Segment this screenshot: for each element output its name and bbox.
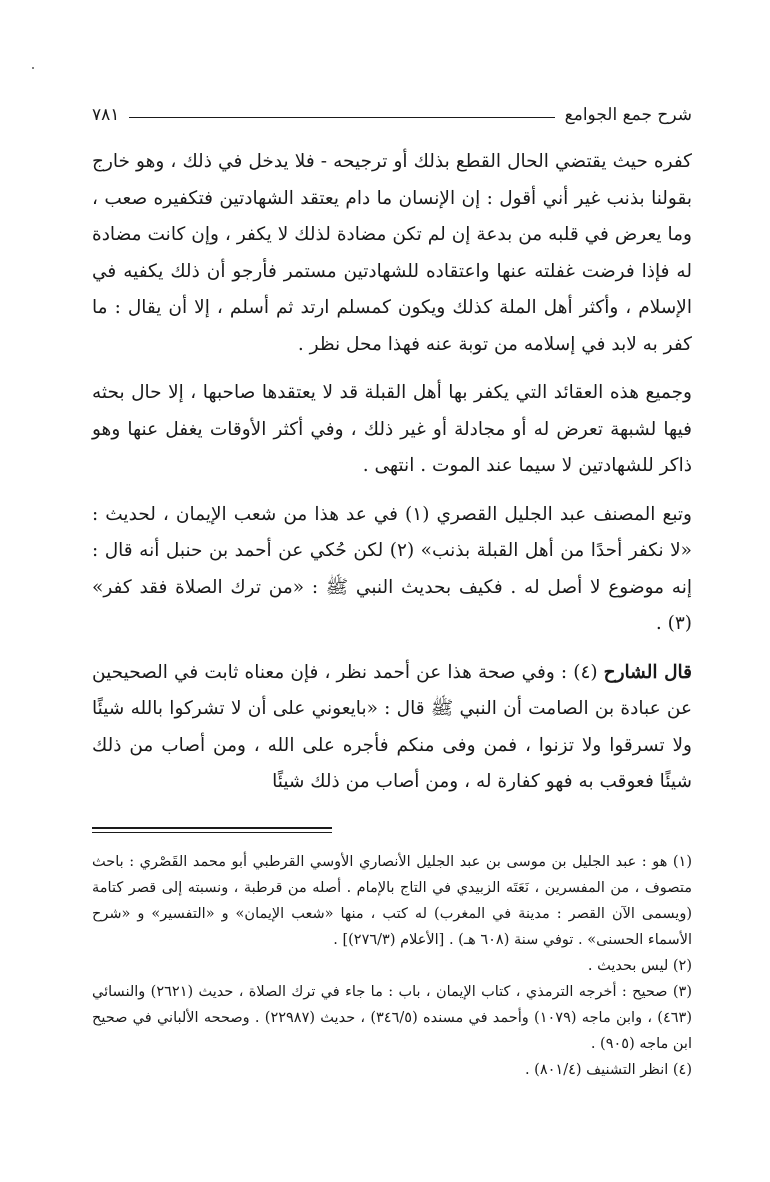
sharih-lead: قال الشارح [603,661,693,683]
sharih-footnote-marker: (٤) [573,661,598,683]
page-number: ٧٨١ [92,105,120,125]
footnote-separator [92,827,332,833]
footnote-2: (٢) ليس بحديث . [587,957,692,974]
footnote-1: (١) هو : عبد الجليل بن موسى بن عبد الجليل الأنصاري الأوسي القرطبي أبو محمد القَصْري : باحث متصوف ، من المفسرين ، نَعَتَه الزبيدي في التاج بالإمام . أصله من قرطبة ، ونسبته إلى قصر كتامة (ويسمى الآن القصر : مدينة في المغرب) له كتب ، منها «شعب الإيمان» و «التفسير» و «شرح الأسماء الحسنى» . توفي سنة (٦٠٨ هـ) . [الأعلام (٢٧٦/٣)] . [92,853,692,948]
footnote-3: (٣) صحيح : أخرجه الترمذي ، كتاب الإيمان ، باب : ما جاء في ترك الصلاة ، حديث (٢٦٢١) والنسائي (٤٦٣) ، وابن ماجه (١٠٧٩) وأحمد في مسنده (٣٤٦/٥) ، حديث (٢٢٩٨٧) . وصححه الألباني في صحيح ابن ماجه (٩٠٥) . [92,983,692,1052]
footnote-4: (٤) انظر التشنيف (٨٠١/٤) . [524,1061,692,1078]
main-text [92,144,692,801]
book-page [92,100,692,1083]
header-rule [129,117,554,118]
paragraph-3: وتبع المصنف عبد الجليل القصري (١) في عد هذا من شعب الإيمان ، لحديث : «لا نكفر أحدًا من أهل القبلة بذنب» (٢) لكن حُكي عن أحمد بن حنبل أنه قال : إنه موضوع لا أصل له . فكيف بحديث النبي ﷺ : «من ترك الصلاة فقد كفر» (٣) . [92,503,692,634]
paragraph-2: وجميع هذه العقائد التي يكفر بها أهل القبلة قد لا يعتقدها صاحبها ، إلا حال بحثه فيها لشبهة تعرض له أو مجادلة أو غير ذلك ، وفي أكثر الأوقات يغفل عنها وهو ذاكر للشهادتين لا سيما عند الموت . انتهى . [92,382,692,476]
scan-speck [32,67,34,69]
running-title: شرح جمع الجوامع [564,105,692,125]
paragraph-sharih [92,655,692,801]
footnotes [92,849,692,1083]
running-header [92,100,692,130]
paragraph-1: كفره حيث يقتضي الحال القطع بذلك أو ترجيحه - فلا يدخل في ذلك ، وهو خارج بقولنا بذنب غير أني أقول : إن الإنسان ما دام يعتقد الشهادتين فتكفيره صعب ، وما يعرض في قلبه من بدعة إن لم تكن مضادة لذلك لا يكفر ، وإن كانت مضادة له فإذا فرضت غفلته عنها واعتقاده للشهادتين مستمر فأرجو أن ذلك يكفيه في الإسلام ، وأكثر أهل الملة كذلك ويكون كمسلم ارتد ثم أسلم ، إلا أن يقال : ما كفر به لابد في إسلامه من توبة عنه فهذا محل نظر . [92,151,692,355]
sharih-text: : وفي صحة هذا عن أحمد نظر ، فإن معناه ثابت في الصحيحين عن عبادة بن الصامت أن النبي ﷺ قال : «بايعوني على أن لا تشركوا بالله شيئًا ولا تسرقوا ولا تزنوا ، فمن وفى منكم فأجره على الله ، ومن أصاب من ذلك شيئًا فعوقب به فهو كفارة له ، ومن أصاب من ذلك شيئًا [92,661,692,792]
